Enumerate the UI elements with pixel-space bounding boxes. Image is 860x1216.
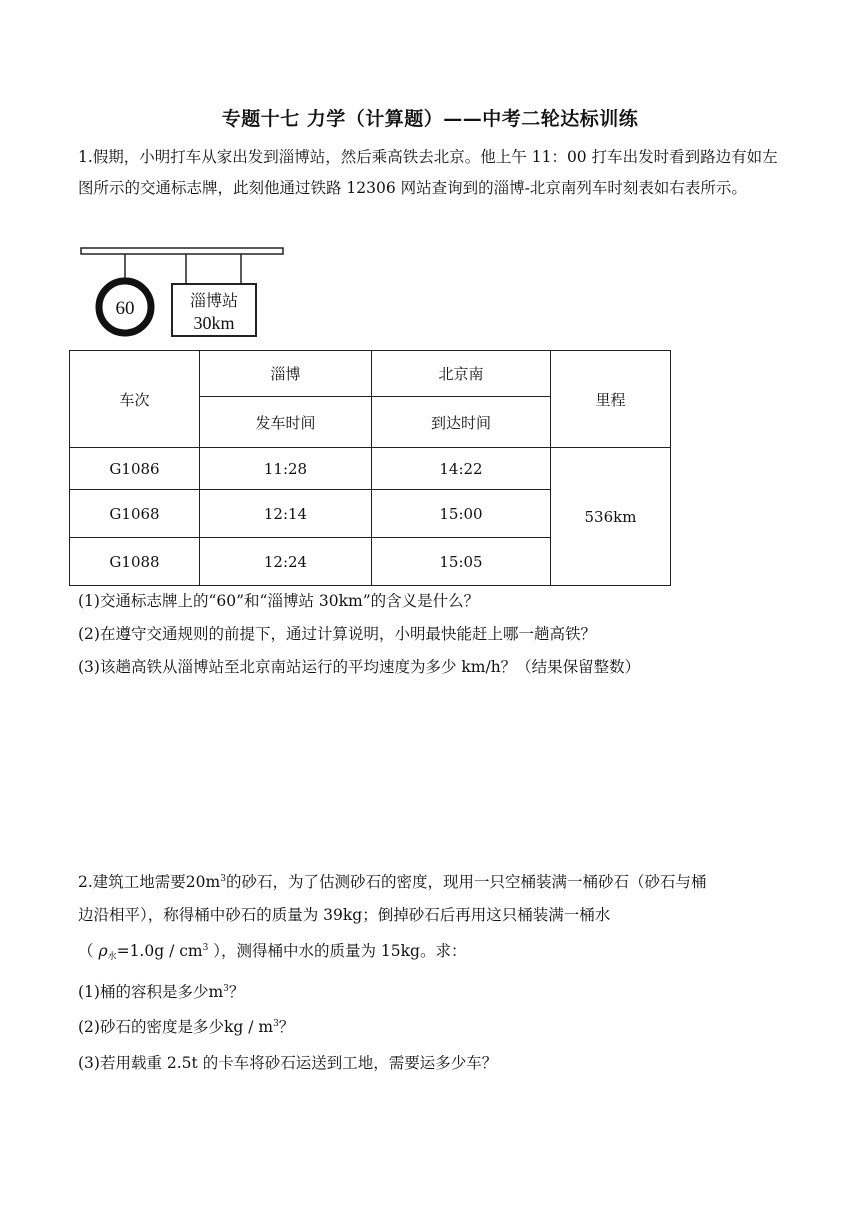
q2-sub1-end: ？: [228, 983, 245, 1001]
q2-sub2-text: (2)砂石的密度是多少: [78, 1018, 224, 1036]
arrive-time: 14:22: [372, 448, 551, 490]
q2-line1-part-a: 2.建筑工地需要: [78, 873, 186, 891]
question-2-line-2: 边沿相平），称得桶中砂石的质量为 39kg；倒掉砂石后再用这只桶装满一桶水: [78, 906, 611, 924]
rho-value: =1.0g / cm: [116, 942, 203, 960]
table-row: [70, 448, 671, 490]
question-1-sub-3: (3)该趟高铁从淄博站至北京南站运行的平均速度为多少 km/h？（结果保留整数）: [78, 658, 641, 676]
question-2-sub-1: [78, 980, 244, 1002]
header-depart-time: 发车时间: [200, 397, 372, 448]
train-number: G1068: [70, 490, 200, 538]
sign-bar: [81, 248, 283, 254]
rho-symbol: ρ: [98, 942, 108, 960]
q2-sub2-unit: kg / m: [223, 1018, 274, 1036]
distance-sign-station: 淄博站: [189, 291, 239, 310]
speed-limit-value: 60: [115, 298, 135, 319]
q2-sub2-end: ？: [278, 1018, 295, 1036]
traffic-sign-figure: [80, 246, 286, 340]
question-1-text: 1.假期，小明打车从家出发到淄博站，然后乘高铁去北京。他上午 11：00 打车出发时看到路边有如左图所示的交通标志牌，此刻他通过铁路 12306 网站查询到的淄博-北京南列车时刻表如右表所示。: [78, 148, 778, 197]
q2-sub1-unit: m: [208, 983, 224, 1001]
q2-volume-exponent: 3: [220, 874, 226, 884]
question-1-sub-1: (1)交通标志牌上的“60”和“淄博站 30km”的含义是什么？: [78, 592, 480, 610]
q2-paren-open: （: [78, 942, 99, 960]
train-timetable: [69, 350, 671, 586]
arrive-time: 15:00: [372, 490, 551, 538]
q2-volume: 20m: [185, 873, 221, 891]
distance-sign-km: 30km: [193, 313, 235, 333]
distance-value: 536km: [551, 448, 671, 586]
header-zibo: 淄博: [200, 351, 372, 397]
header-train: 车次: [70, 351, 200, 448]
header-distance: 里程: [551, 351, 671, 448]
question-1-sub-2: (2)在遵守交通规则的前提下，通过计算说明，小明最快能赶上哪一趟高铁？: [78, 625, 596, 643]
q2-sub1-text: (1)桶的容积是多少: [78, 983, 209, 1001]
train-number: G1088: [70, 538, 200, 586]
header-beijing: 北京南: [372, 351, 551, 397]
depart-time: 12:24: [200, 538, 372, 586]
depart-time: 11:28: [200, 448, 372, 490]
rho-exponent: 3: [202, 943, 209, 953]
depart-time: 12:14: [200, 490, 372, 538]
q2-line1-part-b: 的砂石，为了估测砂石的密度，现用一只空桶装满一桶砂石（砂石与桶: [225, 873, 707, 891]
arrive-time: 15:05: [372, 538, 551, 586]
q2-line3-rest: ），测得桶中水的质量为 15kg。求：: [208, 942, 467, 960]
page-title: 专题十七 力学（计算题）——中考二轮达标训练: [221, 108, 639, 130]
question-2-sub-2: [78, 1015, 294, 1037]
rho-subscript: 水: [107, 952, 117, 962]
q2-sub2-exponent: 3: [273, 1019, 279, 1029]
question-2-line-1: [78, 870, 706, 892]
question-2-line-3: [78, 939, 466, 962]
question-2-sub-3: (3)若用载重 2.5t 的卡车将砂石运送到工地，需要运多少车？: [78, 1054, 498, 1072]
header-arrive-time: 到达时间: [372, 397, 551, 448]
q2-sub1-exponent: 3: [223, 984, 229, 994]
train-number: G1086: [70, 448, 200, 490]
